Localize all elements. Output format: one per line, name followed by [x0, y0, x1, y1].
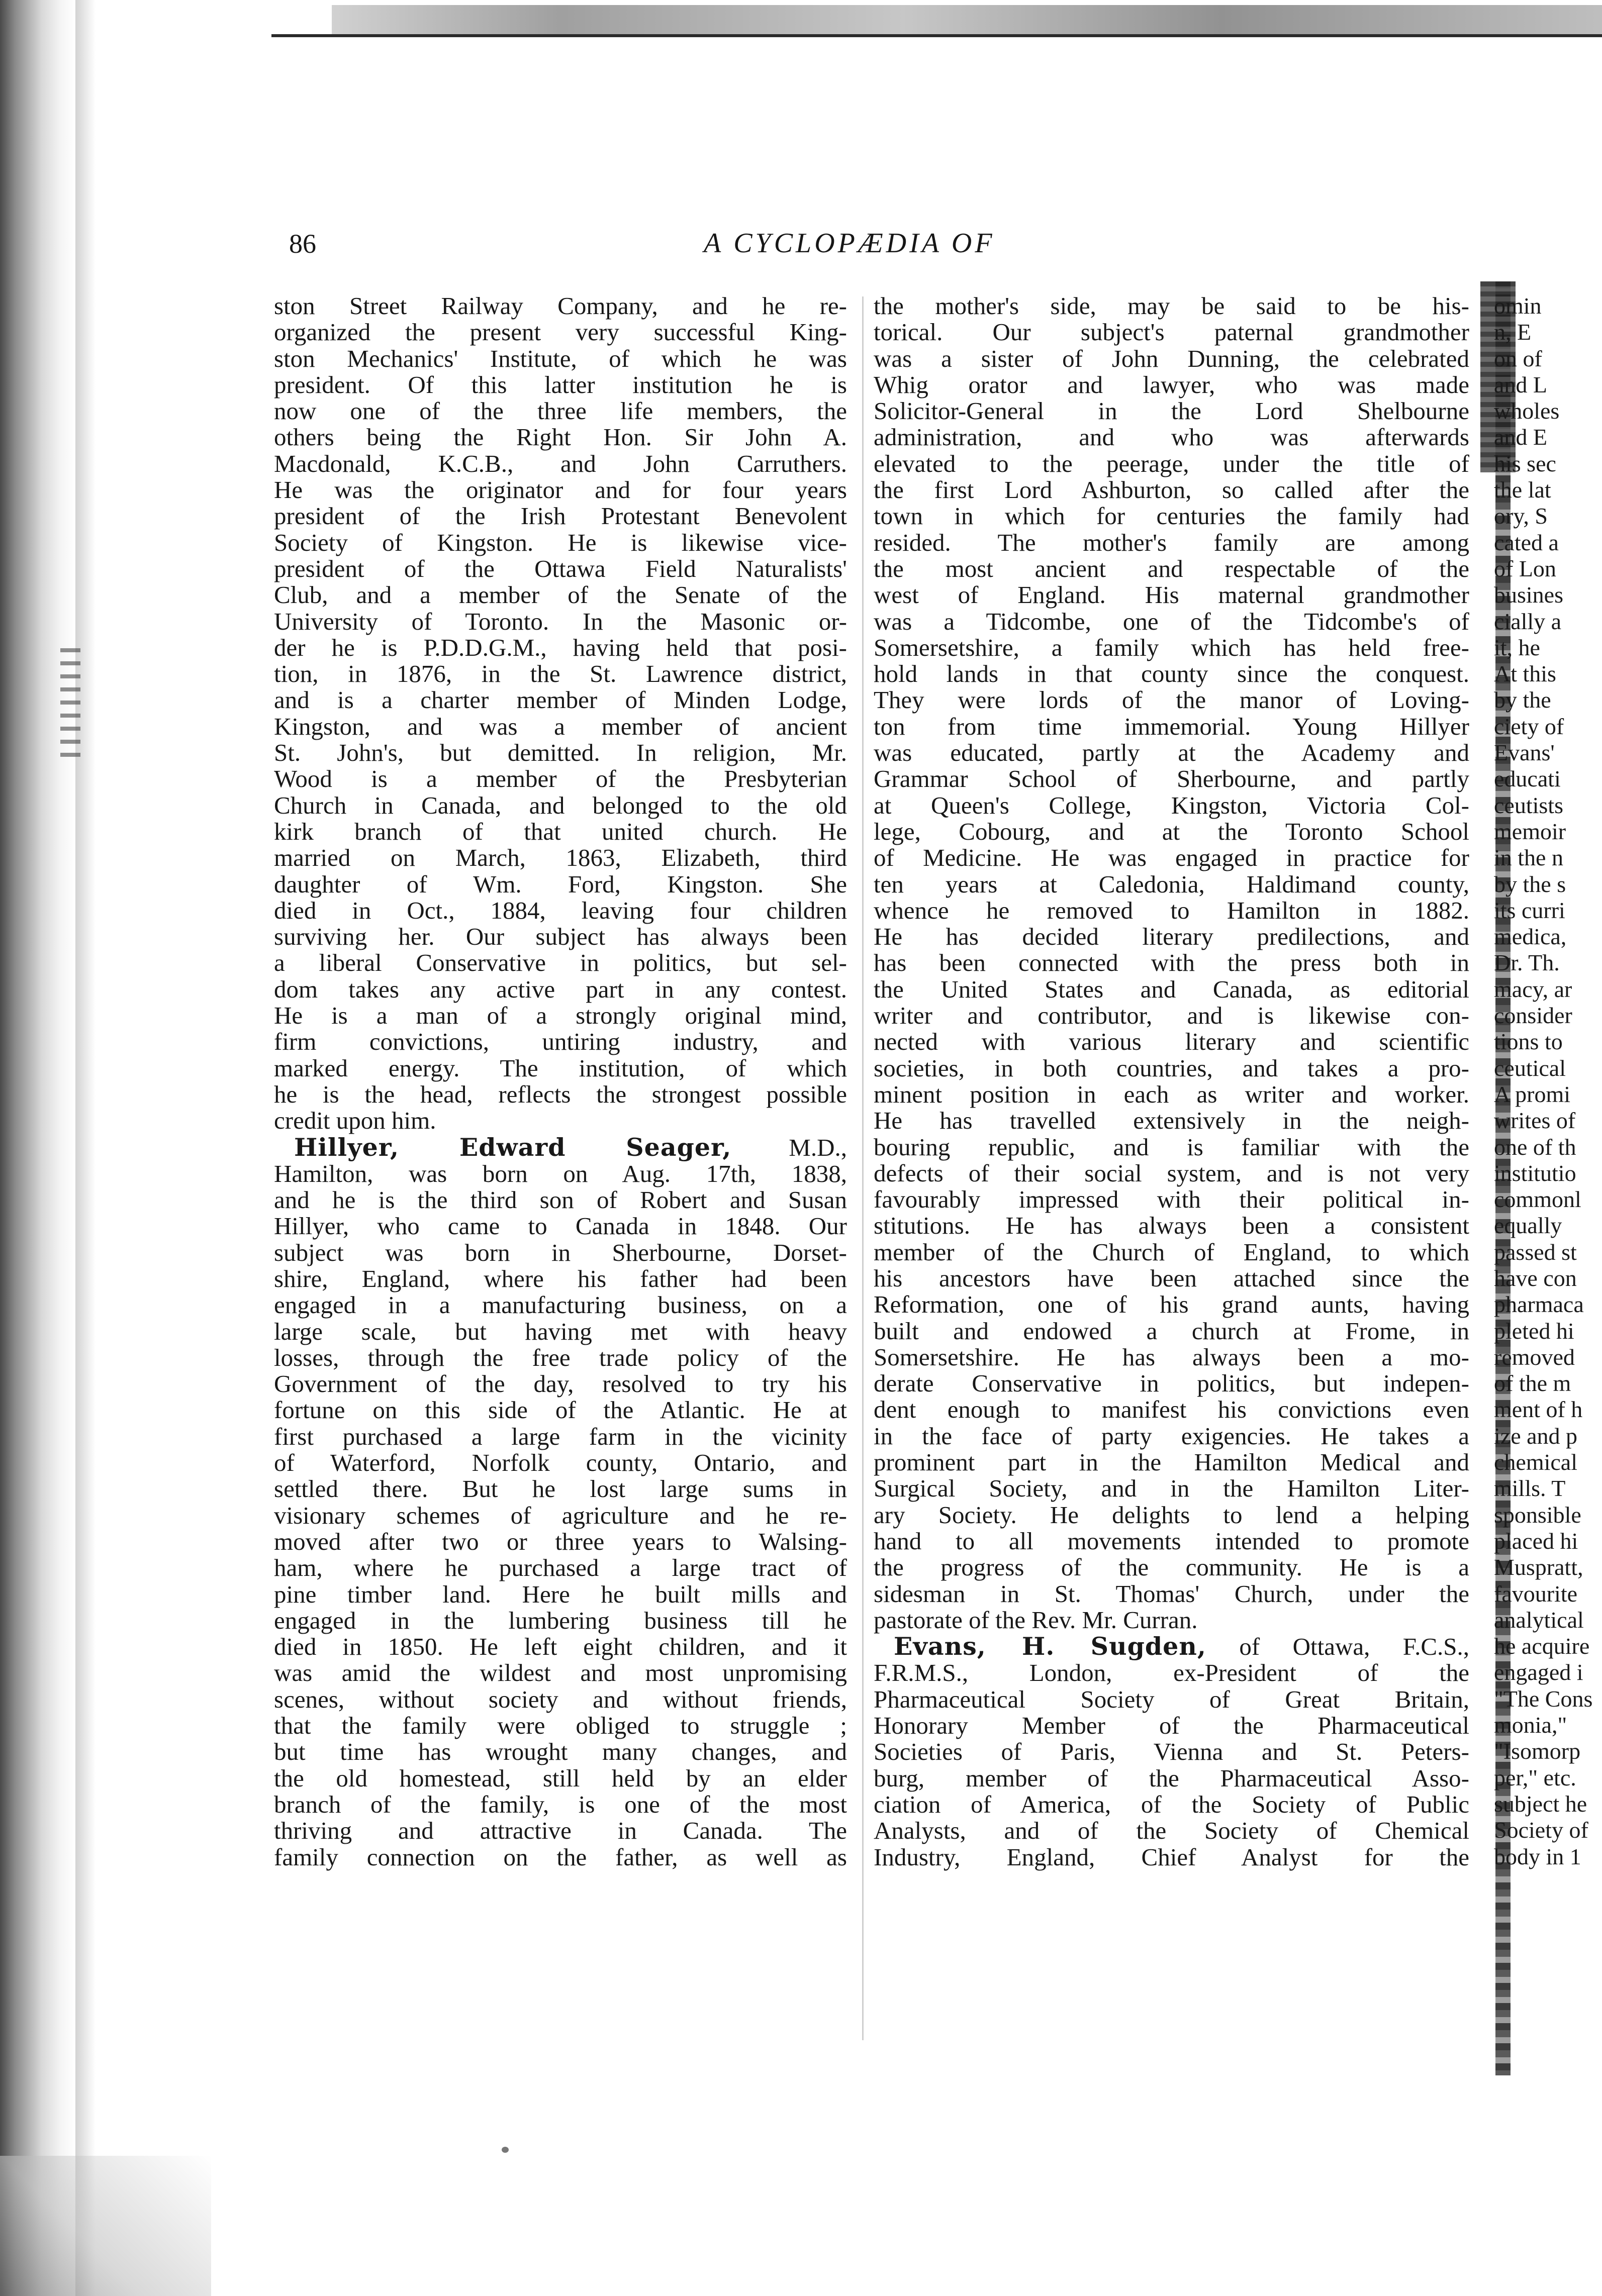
text-line: settled there. But he lost large sums in [274, 1475, 847, 1503]
text-line: whence he removed to Hamilton in 1882. [874, 896, 1469, 924]
text-line: visionary schemes of agriculture and he re- [274, 1501, 847, 1529]
fragment-line: pharmaca [1494, 1291, 1584, 1318]
page-number: 86 [289, 229, 316, 259]
fragment-line: mills. T [1494, 1475, 1566, 1502]
fragment-line: its curri [1494, 897, 1565, 923]
fragment-line: memoir [1494, 818, 1566, 844]
text-line: defects of their social system, and is not very [874, 1159, 1469, 1187]
text-line: pastorate of the Rev. Mr. Curran. [874, 1606, 1198, 1634]
fragment-line: macy, ar [1494, 976, 1572, 1002]
text-line: ton from time immemorial. Young Hillyer [874, 712, 1469, 740]
fragment-line: Evans' [1494, 740, 1555, 766]
fragment-line: removed [1494, 1344, 1575, 1370]
text-line: and is a charter member of Minden Lodge, [274, 686, 847, 714]
fragment-line: passed st [1494, 1239, 1577, 1265]
fragment-line: subject he [1494, 1790, 1587, 1817]
text-line: died in 1850. He left eight children, and it [274, 1633, 847, 1661]
entry-text: of Ottawa, F.C.S., [1206, 1633, 1469, 1661]
text-line: prominent part in the Hamilton Medical and [874, 1448, 1469, 1476]
fragment-line: cially a [1494, 608, 1562, 634]
text-line: Industry, England, Chief Analyst for the [874, 1843, 1469, 1871]
scan-spine-marks [60, 648, 80, 759]
text-line: was educated, partly at the Academy and [874, 739, 1469, 767]
scan-binding-gradient [75, 0, 96, 2296]
text-line: burg, member of the Pharmaceutical Asso- [874, 1764, 1469, 1792]
fragment-line: commonl [1494, 1186, 1581, 1213]
next-page-fragment [1494, 293, 1602, 1870]
text-line: Society of Kingston. He is likewise vice- [274, 528, 847, 556]
fragment-line: busines [1494, 582, 1563, 608]
text-line: Macdonald, K.C.B., and John Carruthers. [274, 449, 847, 477]
fragment-line: engaged i [1494, 1659, 1583, 1685]
text-line: first purchased a large farm in the vicinity [274, 1422, 847, 1450]
text-line: bouring republic, and is familiar with the [874, 1133, 1469, 1161]
text-line: his ancestors have been attached since the [874, 1264, 1469, 1292]
fragment-line: Muspratt, [1494, 1554, 1583, 1580]
text-line: large scale, but having met with heavy [274, 1317, 847, 1345]
fragment-line: cated a [1494, 529, 1559, 555]
text-line: the old homestead, still held by an elder [274, 1764, 847, 1792]
text-line: Solicitor-General in the Lord Shelbourne [874, 397, 1469, 425]
text-line: lege, Cobourg, and at the Toronto School [874, 817, 1469, 845]
text-line: fortune on this side of the Atlantic. He at [274, 1396, 847, 1424]
text-line: in the face of party exigencies. He takes a [874, 1422, 1469, 1450]
text-line: but time has wrought many changes, and [274, 1738, 847, 1766]
text-line: ciation of America, of the Society of Public [874, 1790, 1469, 1818]
text-column-left [274, 293, 847, 1870]
text-line: west of England. His maternal grandmother [874, 581, 1469, 609]
text-line: others being the Right Hon. Sir John A. [274, 423, 847, 451]
fragment-line: institutio [1494, 1160, 1576, 1186]
text-line: marked energy. The institution, of which [274, 1054, 847, 1082]
text-line: kirk branch of that united church. He [274, 817, 847, 845]
text-line: F.R.M.S., London, ex-President of the [874, 1659, 1469, 1687]
text-line: administration, and who was afterwards [874, 423, 1469, 451]
column-divider [862, 296, 864, 2040]
text-line: ten years at Caledonia, Haldimand county, [874, 870, 1469, 898]
text-line: Analysts, and of the Society of Chemical [874, 1817, 1469, 1845]
fragment-line: of the m [1494, 1370, 1571, 1396]
fragment-line: A promi [1494, 1081, 1571, 1107]
text-line: University of Toronto. In the Masonic or- [274, 607, 847, 635]
text-line: hand to all movements intended to promote [874, 1527, 1469, 1555]
text-line: elevated to the peerage, under the title of [874, 449, 1469, 477]
text-line: engaged in the lumbering business till he [274, 1606, 847, 1634]
text-line: der he is P.D.D.G.M., having held that posi- [274, 633, 847, 661]
text-line: Grammar School of Sherbourne, and partly [874, 765, 1469, 793]
text-line: Pharmaceutical Society of Great Britain, [874, 1685, 1469, 1713]
text-line: shire, England, where his father had been [274, 1264, 847, 1292]
entry-name: Hillyer, Edward Seager, [294, 1132, 732, 1162]
fragment-line: At this [1494, 661, 1556, 687]
text-line: town in which for centuries the family had [874, 502, 1469, 530]
text-line: thriving and attractive in Canada. The [274, 1817, 847, 1845]
text-line: credit upon him. [274, 1107, 436, 1135]
text-line: died in Oct., 1884, leaving four children [274, 896, 847, 924]
text-line: the most ancient and respectable of the [874, 554, 1469, 582]
text-line: of Medicine. He was engaged in practice for [874, 844, 1469, 872]
fragment-line: educati [1494, 766, 1561, 792]
text-line: Government of the day, resolved to try his [274, 1370, 847, 1398]
fragment-line: ize and p [1494, 1423, 1578, 1449]
fragment-line: Society of [1494, 1817, 1588, 1843]
text-line: a liberal Conservative in politics, but sel- [274, 949, 847, 977]
scan-top-rule [271, 34, 1602, 37]
text-line: hold lands in that county since the conquest. [874, 660, 1469, 688]
fragment-line: equally [1494, 1213, 1562, 1239]
text-line: at Queen's College, Kingston, Victoria Col- [874, 791, 1469, 819]
fragment-line: Dr. Th. [1494, 950, 1560, 976]
text-line: favourably impressed with their political in- [874, 1185, 1469, 1214]
text-line: member of the Church of England, to which [874, 1238, 1469, 1266]
text-line: the progress of the community. He is a [874, 1553, 1469, 1581]
fragment-line: pleted hi [1494, 1318, 1574, 1344]
fragment-line: "Isomorp [1494, 1738, 1581, 1764]
fragment-line: placed hi [1494, 1528, 1578, 1554]
fragment-line: ceutical [1494, 1055, 1566, 1081]
fragment-line: it, he [1494, 634, 1540, 660]
fragment-line: ciety of [1494, 713, 1564, 739]
entry-heading-line [274, 1134, 847, 1161]
fragment-line: "The Cons [1494, 1685, 1593, 1712]
entry-name: Evans, H. Sugden, [894, 1632, 1206, 1661]
fragment-line: have con [1494, 1265, 1577, 1291]
text-line: nected with various literary and scientific [874, 1028, 1469, 1056]
fragment-line: tions to [1494, 1029, 1563, 1055]
fragment-line: his sec [1494, 450, 1556, 476]
text-line: now one of the three life members, the [274, 397, 847, 425]
ink-speck [502, 2147, 509, 2153]
fragment-line: consider [1494, 1003, 1572, 1029]
text-line: the United States and Canada, as editorial [874, 975, 1469, 1003]
text-line: subject was born in Sherbourne, Dorset- [274, 1238, 847, 1266]
text-line: stitutions. He has always been a consistent [874, 1212, 1469, 1240]
text-line: family connection on the father, as well as [274, 1843, 847, 1871]
text-line: that the family were obliged to struggle ; [274, 1712, 847, 1740]
text-line: engaged in a manufacturing business, on a [274, 1291, 847, 1319]
text-line: was amid the wildest and most unpromising [274, 1659, 847, 1687]
text-line: societies, in both countries, and takes a pro- [874, 1054, 1469, 1082]
text-line: the mother's side, may be said to be his- [874, 292, 1469, 320]
fragment-line: ory, S [1494, 503, 1548, 529]
text-line: Church in Canada, and belonged to the old [274, 791, 847, 819]
text-line: Hillyer, who came to Canada in 1848. Our [274, 1212, 847, 1240]
scan-corner-shadow [0, 2156, 211, 2296]
text-line: president of the Ottawa Field Naturalists' [274, 554, 847, 582]
fragment-line: analytical [1494, 1607, 1584, 1633]
scan-top-edge [332, 5, 1602, 34]
text-line: torical. Our subject's paternal grandmother [874, 318, 1469, 346]
text-line: daughter of Wm. Ford, Kingston. She [274, 870, 847, 898]
fragment-line: medica, [1494, 924, 1567, 950]
text-line: ary Society. He delights to lend a helping [874, 1501, 1469, 1529]
fragment-line: on of [1494, 345, 1542, 371]
text-line: tion, in 1876, in the St. Lawrence district, [274, 660, 847, 688]
text-line: and he is the third son of Robert and Susan [274, 1186, 847, 1214]
text-line: married on March, 1863, Elizabeth, third [274, 844, 847, 872]
fragment-line: monia," [1494, 1712, 1567, 1738]
text-line: the first Lord Ashburton, so called after the [874, 476, 1469, 504]
fragment-line: per," etc. [1494, 1764, 1576, 1790]
text-line: dent enough to manifest his convictions even [874, 1395, 1469, 1424]
text-line: He has decided literary predilections, and [874, 923, 1469, 951]
text-line: branch of the family, is one of the most [274, 1790, 847, 1818]
text-line: has been connected with the press both in [874, 949, 1469, 977]
text-line: of Waterford, Norfolk county, Ontario, and [274, 1449, 847, 1477]
fragment-line: in the n [1494, 845, 1563, 871]
text-line: organized the present very successful King- [274, 318, 847, 346]
text-line: Surgical Society, and in the Hamilton Liter- [874, 1474, 1469, 1503]
fragment-line: of Lon [1494, 555, 1556, 581]
text-line: derate Conservative in politics, but indepen- [874, 1369, 1469, 1397]
text-line: dom takes any active part in any contest. [274, 975, 847, 1003]
text-line: Somersetshire. He has always been a mo- [874, 1343, 1469, 1371]
fragment-line: he acquire [1494, 1633, 1590, 1659]
text-column-right [874, 293, 1469, 1870]
text-line: He has travelled extensively in the neigh- [874, 1107, 1469, 1135]
text-line: He was the originator and for four years [274, 476, 847, 504]
fragment-line: omin [1494, 293, 1542, 319]
text-line: president. Of this latter institution he is [274, 370, 847, 398]
entry-text: M.D., [731, 1133, 847, 1161]
text-line: sidesman in St. Thomas' Church, under the [874, 1579, 1469, 1608]
text-line: was a Tidcombe, one of the Tidcombe's of [874, 607, 1469, 635]
entry-heading-line [874, 1633, 1469, 1660]
fragment-line: ceutists [1494, 792, 1563, 818]
fragment-line: body in 1 [1494, 1843, 1581, 1869]
text-line: minent position in each as writer and worker. [874, 1080, 1469, 1108]
text-line: ham, where he purchased a large tract of [274, 1554, 847, 1582]
fragment-line: ment of h [1494, 1396, 1583, 1423]
text-line: writer and contributor, and is likewise con- [874, 1002, 1469, 1030]
fragment-line: one of th [1494, 1134, 1576, 1160]
fragment-line: chemical [1494, 1449, 1578, 1475]
text-line: scenes, without society and without friends, [274, 1685, 847, 1713]
text-line: built and endowed a church at Frome, in [874, 1317, 1469, 1345]
text-line: They were lords of the manor of Loving- [874, 686, 1469, 714]
fragment-line: by the [1494, 687, 1551, 713]
running-title: A CYCLOPÆDIA OF [704, 228, 995, 259]
fragment-line: n, E [1494, 319, 1532, 345]
text-line: firm convictions, untiring industry, and [274, 1028, 847, 1056]
text-line: ston Mechanics' Institute, of which he was [274, 344, 847, 372]
fragment-line: the lat [1494, 477, 1551, 503]
text-line: Wood is a member of the Presbyterian [274, 765, 847, 793]
fragment-line: by the s [1494, 871, 1566, 897]
text-line: president of the Irish Protestant Benevolent [274, 502, 847, 530]
fragment-line: and E [1494, 424, 1548, 450]
text-line: Societies of Paris, Vienna and St. Peters- [874, 1738, 1469, 1766]
text-line: St. John's, but demitted. In religion, Mr. [274, 739, 847, 767]
text-line: resided. The mother's family are among [874, 528, 1469, 556]
text-line: Club, and a member of the Senate of the [274, 581, 847, 609]
text-line: losses, through the free trade policy of the [274, 1343, 847, 1371]
text-line: moved after two or three years to Walsing- [274, 1527, 847, 1555]
text-line: pine timber land. Here he built mills and [274, 1580, 847, 1608]
text-line: was a sister of John Dunning, the celebrated [874, 344, 1469, 372]
text-line: Reformation, one of his grand aunts, having [874, 1290, 1469, 1319]
text-line: Whig orator and lawyer, who was made [874, 370, 1469, 398]
text-line: He is a man of a strongly original mind, [274, 1002, 847, 1030]
scan-binding-shadow [0, 0, 75, 2296]
text-line: Somersetshire, a family which has held free- [874, 633, 1469, 661]
fragment-line: sponsible [1494, 1502, 1581, 1528]
text-line: Kingston, and was a member of ancient [274, 712, 847, 740]
fragment-line: and L [1494, 371, 1548, 397]
text-line: surviving her. Our subject has always been [274, 923, 847, 951]
text-line: Hamilton, was born on Aug. 17th, 1838, [274, 1159, 847, 1187]
text-line: ston Street Railway Company, and he re- [274, 292, 847, 320]
text-line: he is the head, reflects the strongest possible [274, 1080, 847, 1108]
fragment-line: wholes [1494, 398, 1560, 424]
text-line: Honorary Member of the Pharmaceutical [874, 1712, 1469, 1740]
fragment-line: writes of [1494, 1108, 1576, 1134]
fragment-line: favourite [1494, 1580, 1578, 1607]
